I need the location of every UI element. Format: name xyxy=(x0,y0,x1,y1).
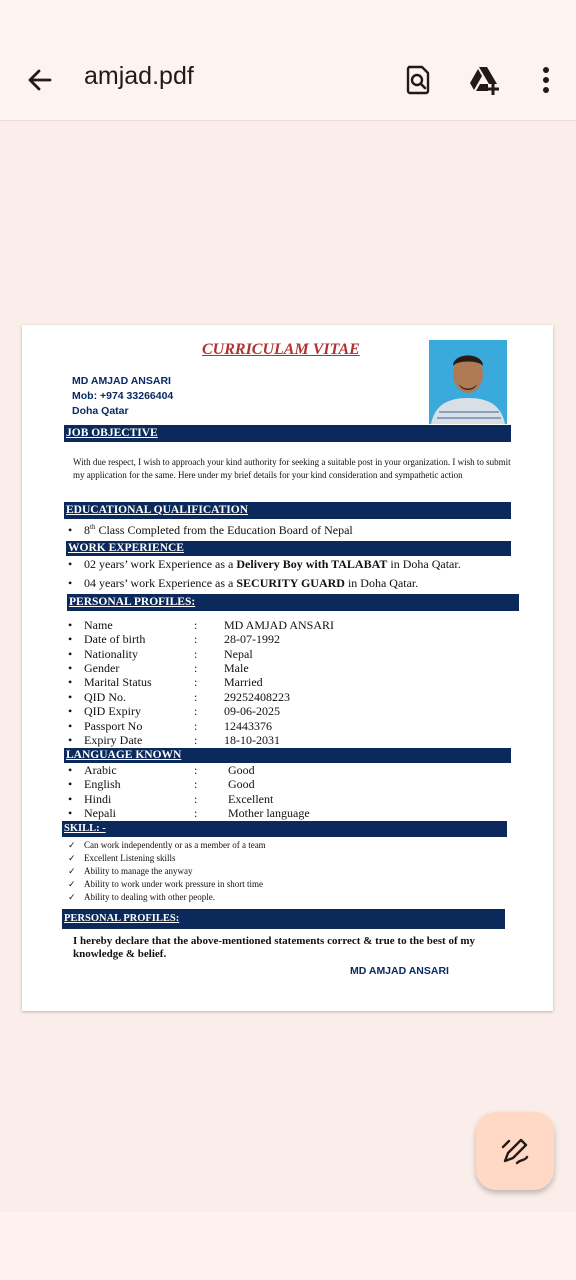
bottom-nav-area xyxy=(0,1212,576,1280)
find-in-page-icon[interactable] xyxy=(402,64,434,96)
edit-fab-button[interactable] xyxy=(476,1112,554,1190)
signature-name: MD AMJAD ANSARI xyxy=(350,965,449,977)
contact-block xyxy=(72,374,173,419)
document-title: amjad.pdf xyxy=(84,62,194,90)
cv-title: CURRICULAM VITAE xyxy=(202,341,360,358)
section-personal-profiles-2: PERSONAL PROFILES: xyxy=(62,909,505,929)
section-education: EDUCATIONAL QUALIFICATION xyxy=(64,502,511,519)
add-to-drive-icon[interactable] xyxy=(468,64,500,96)
pdf-page: CURRICULAM VITAE MD AMJAD ANSARI Mob: +974 33266404 Doha Qatar JOB OBJECTIVE With due respect, I wish to approach your kind authority for seeking a suitable post in your organization. I wish to submit my application for the same. Here under my brief details for your kind consideration and sympathetic action EDUCATIONAL QUALIFICATION • 8th Class Completed from the Education Board of Nepal WORK EXPERIENCE • 02 years’ work Experience as a Delivery Boy with TALABAT in Doha Qatar. • 04 years’ work Experience as a SECURITY GUARD in Doha Qatar. PERSONAL PROFILES: • Name : MD AMJAD ANSARI • Date of birth : 28-07-1992 • Nationality : Nepal • Gender : Male • Marital Status : Married • QID No. : 29252408223 • QID Expiry : 09-06-2025 • Passport No : 12443376 • Expiry Date : 18-10-2031 LANGUAGE KNOWN • Arabic : Good • English : Good • Hindi : Excellent • Nepali : Mother language SKILL: - ✓ Can work independently or as a member of a team ✓ Excellent Listening skills ✓ Ability to manage the anyway ✓ Ability to work under work pressure in short time ✓ Ability to dealing with other people. PERSONAL PROFILES: I hereby declare that the above-mentioned statements correct & true to the best of my knowledge & belief. MD AMJAD ANSARI xyxy=(22,325,553,1011)
section-language-known: LANGUAGE KNOWN xyxy=(64,748,511,763)
section-personal-profiles: PERSONAL PROFILES: xyxy=(67,594,519,611)
applicant-name: MD AMJAD ANSARI xyxy=(72,375,171,387)
section-skill: SKILL: - xyxy=(62,821,507,837)
location: Doha Qatar xyxy=(72,405,129,417)
declaration-text: I hereby declare that the above-mentioned statements correct & true to the best of my knowledge & belief. xyxy=(73,935,476,960)
section-work-experience: WORK EXPERIENCE xyxy=(66,541,511,556)
section-job-objective: JOB OBJECTIVE xyxy=(64,425,511,442)
objective-text: With due respect, I wish to approach your kind authority for seeking a suitable post in your organization. I wish to submit my application for the same. Here under my brief details for your kind consideration and sympathetic action xyxy=(73,457,511,480)
more-vert-icon[interactable] xyxy=(530,64,562,96)
top-app-bar xyxy=(0,0,576,121)
mobile-number: Mob: +974 33266404 xyxy=(72,390,174,402)
arrow-back-icon[interactable] xyxy=(24,64,56,96)
edit-pen-icon xyxy=(499,1135,531,1167)
profile-photo xyxy=(429,340,507,424)
